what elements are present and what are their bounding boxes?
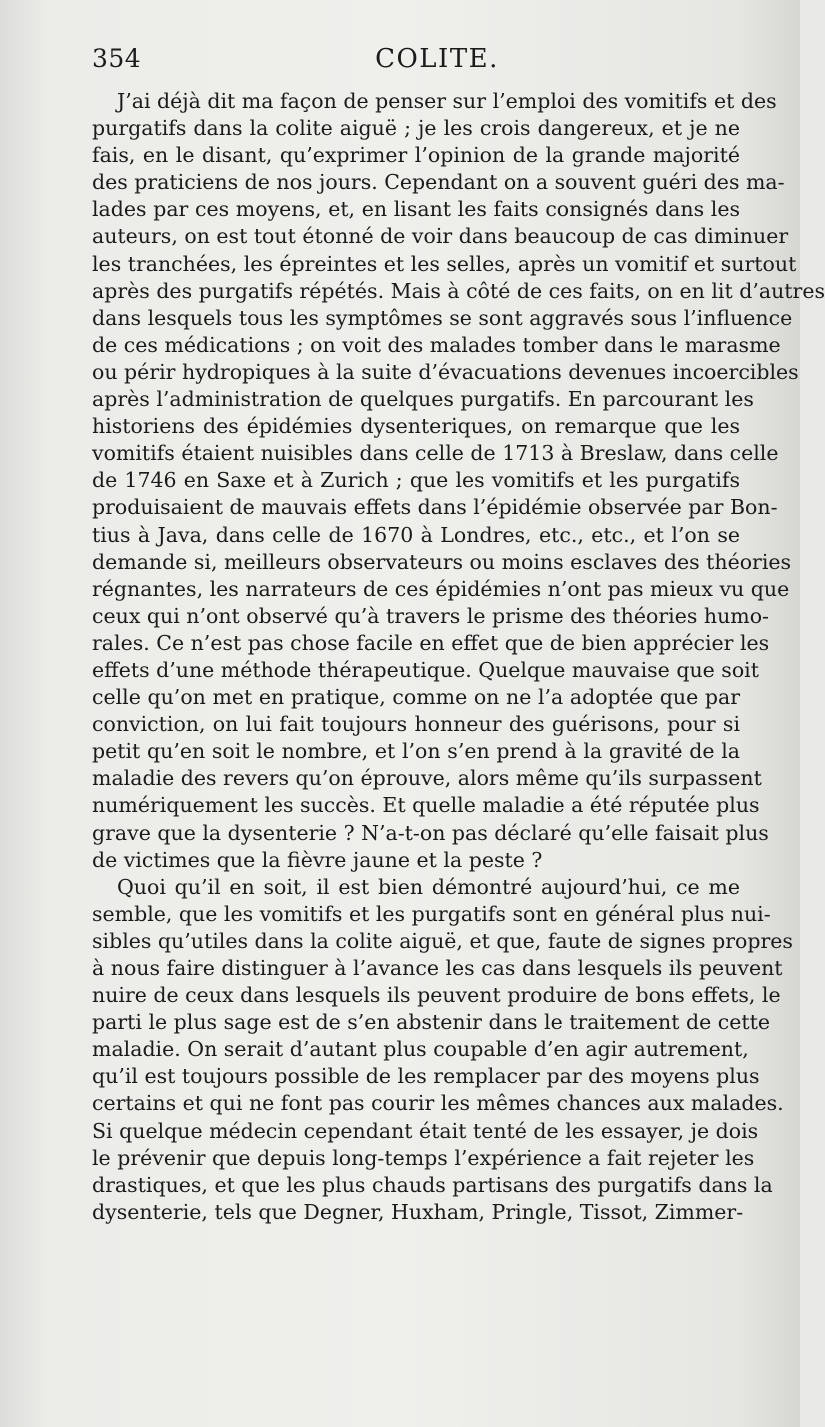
text-line: Quoi qu’il en soit, il est bien démontré aujourd’hui, ce me (117, 874, 740, 899)
text-line: conviction, on lui fait toujours honneur des guérisons, pour si (92, 712, 740, 737)
text-line: le prévenir que depuis long-temps l’expérience a fait rejeter les (92, 1145, 755, 1170)
text-line: lades par ces moyens, et, en lisant les faits consignés dans les (92, 197, 740, 222)
text-line: régnantes, les narrateurs de ces épidémies n’ont pas mieux vu que (92, 576, 790, 601)
text-line: dans lesquels tous les symptômes se sont aggravés sous l’influence (92, 305, 793, 330)
text-line: qu’il est toujours possible de les remplacer par des moyens plus (92, 1064, 760, 1089)
text-line: de victimes que la fièvre jaune et la peste ? (92, 847, 543, 872)
text-line: semble, que les vomitifs et les purgatifs sont en général plus nui- (92, 901, 771, 926)
text-line: drastiques, et que les plus chauds partisans des purgatifs dans la (92, 1172, 773, 1197)
text-line: J’ai déjà dit ma façon de penser sur l’emploi des vomitifs et des (117, 89, 777, 113)
text-line: nuire de ceux dans lesquels ils peuvent produire de bons effets, le (92, 983, 781, 1008)
page-header (92, 44, 742, 84)
text-line: parti le plus sage est de s’en abstenir dans le traitement de cette (92, 1010, 770, 1035)
text-line: de 1746 en Saxe et à Zurich ; que les vomitifs et les purgatifs (92, 468, 740, 493)
text-line: vomitifs étaient nuisibles dans celle de 1713 à Breslaw, dans celle (92, 441, 779, 466)
paragraph (92, 88, 825, 874)
body-text (92, 88, 825, 1226)
text-line: produisaient de mauvais effets dans l’épidémie observée par Bon- (92, 495, 778, 520)
text-line: ceux qui n’ont observé qu’à travers le prisme des théories humo- (92, 603, 769, 628)
text-line: Si quelque médecin cependant était tenté de les essayer, je dois (92, 1118, 759, 1143)
text-line: après l’administration de quelques purgatifs. En parcourant les (92, 387, 754, 412)
text-line: auteurs, on est tout étonné de voir dans beaucoup de cas diminuer (92, 224, 789, 249)
text-line: ou périr hydropiques à la suite d’évacuations devenues incoercibles (92, 359, 799, 384)
text-line: à nous faire distinguer à l’avance les cas dans lesquels ils peuvent (92, 956, 783, 980)
text-line: de ces médications ; on voit des malades tomber dans le marasme (92, 332, 781, 357)
text-line: celle qu’on met en pratique, comme on ne l’a adoptée que par (92, 685, 740, 710)
text-line: effets d’une méthode thérapeutique. Quelque mauvaise que soit (92, 657, 759, 682)
text-line: historiens des épidémies dysenteriques, on remarque que les (92, 414, 740, 439)
text-line: maladie des revers qu’on éprouve, alors même qu’ils surpassent (92, 766, 762, 791)
text-line: fais, en le disant, qu’exprimer l’opinion de la grande majorité (92, 143, 740, 168)
text-line: grave que la dysenterie ? N’a-t-on pas déclaré qu’elle faisait plus (92, 820, 769, 845)
text-line: rales. Ce n’est pas chose facile en effet que de bien apprécier les (92, 630, 770, 655)
text-line: tius à Java, dans celle de 1670 à Londres, etc., etc., et l’on se (92, 522, 740, 547)
text-line: certains et qui ne font pas courir les mêmes chances aux malades. (92, 1091, 784, 1116)
page-number: 354 (92, 44, 142, 73)
paragraph (92, 874, 793, 1226)
text-line: petit qu’en soit le nombre, et l’on s’en prend à la gravité de la (92, 739, 740, 764)
running-title: COLITE. (375, 44, 499, 74)
text-line: numériquement les succès. Et quelle maladie a été réputée plus (92, 793, 760, 818)
text-line: des praticiens de nos jours. Cependant on a souvent guéri des ma- (92, 170, 785, 195)
text-line: les tranchées, les épreintes et les selles, après un vomitif et surtout (92, 251, 797, 276)
text-line: maladie. On serait d’autant plus coupable d’en agir autrement, (92, 1037, 749, 1062)
text-line: dysenterie, tels que Degner, Huxham, Pringle, Tissot, Zimmer- (92, 1199, 744, 1224)
text-line: après des purgatifs répétés. Mais à côté de ces faits, on en lit d’autres (92, 278, 825, 303)
text-line: sibles qu’utiles dans la colite aiguë, et que, faute de signes propres (92, 928, 793, 953)
text-line: demande si, meilleurs observateurs ou moins esclaves des théories (92, 549, 792, 574)
text-line: purgatifs dans la colite aiguë ; je les crois dangereux, et je ne (92, 116, 740, 141)
